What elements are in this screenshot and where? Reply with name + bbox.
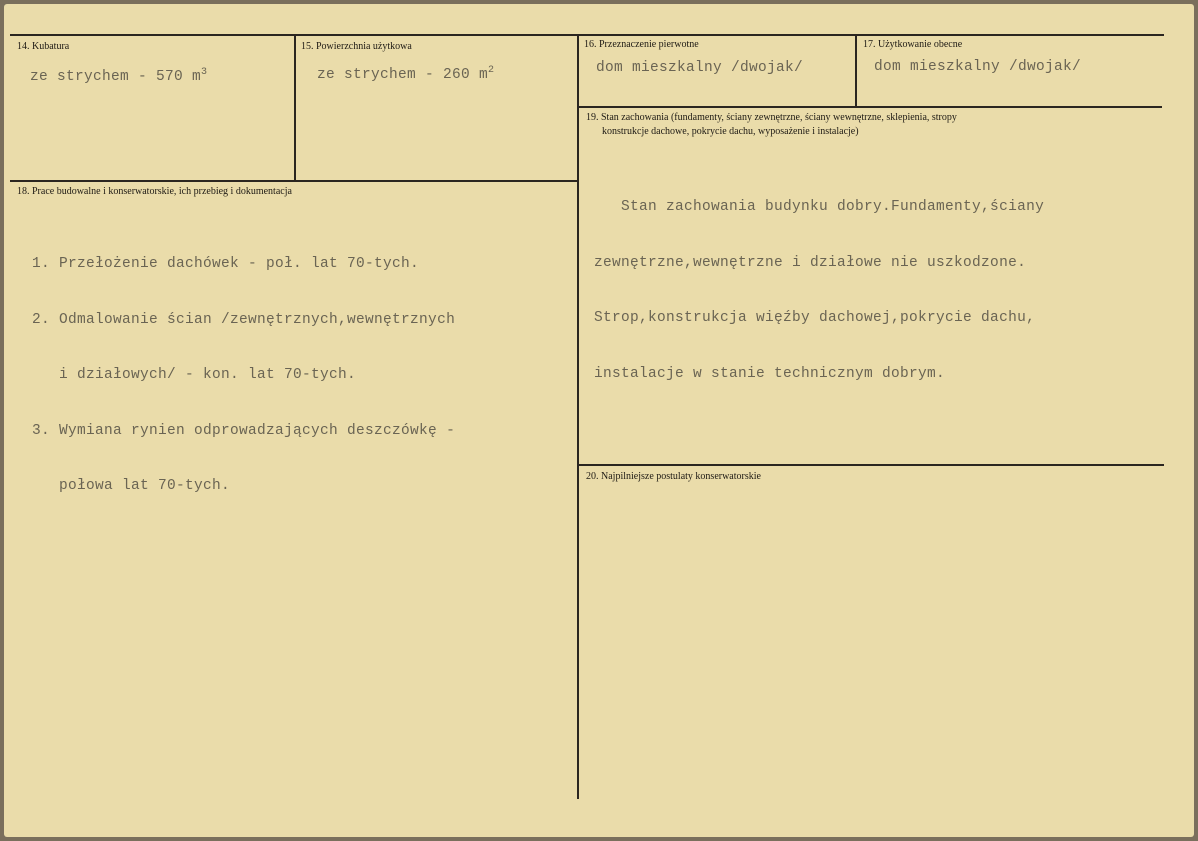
field-17-label: 17. Użytkowanie obecne [863, 39, 963, 50]
divider-14-15 [294, 35, 296, 180]
field-19-label-line2: konstrukcje dachowe, pokrycie dachu, wyposażenie i instalacje) [602, 126, 859, 137]
field-15-unit-exponent: 2 [488, 65, 495, 76]
rule-below-14-15 [10, 180, 577, 182]
field-18-text [32, 224, 455, 534]
field-14-label: 14. Kubatura [17, 41, 70, 52]
rule-above-20 [579, 464, 1164, 466]
field-18-line: połowa lat 70-tych. [32, 478, 231, 494]
top-rule [10, 34, 1164, 36]
field-16-value: dom mieszkalny /dwojak/ [596, 60, 804, 76]
field-19-line: instalacje w stanie technicznym dobrym. [594, 365, 946, 382]
field-14-unit-exponent: 3 [201, 67, 208, 78]
field-15-value [317, 65, 494, 83]
field-19-label-line1: 19. Stan zachowania (fundamenty, ściany zewnętrzne, ściany wewnętrzne, sklepienia, stropy [586, 112, 957, 123]
field-15-label: 15. Powierzchnia użytkowa [301, 41, 412, 52]
field-18-line: 2. Odmalowanie ścian /zewnętrznych,wewnętrznych [32, 311, 456, 328]
field-18-line: i działowych/ - kon. lat 70-tych. [32, 367, 357, 383]
rule-below-16-17 [579, 106, 1162, 108]
divider-left-right [577, 35, 579, 799]
field-18-line: 3. Wymiana rynien odprowadzających deszczówkę - [32, 422, 456, 439]
divider-16-17 [855, 35, 857, 107]
field-19-line: Strop,konstrukcja więźby dachowej,pokrycie dachu, [594, 310, 1036, 326]
field-19-line: zewnętrzne,wewnętrzne i działowe nie uszkodzone. [594, 254, 1027, 271]
field-20-label: 20. Najpilniejsze postulaty konserwatorskie [586, 471, 761, 482]
field-16-label: 16. Przeznaczenie pierwotne [584, 39, 699, 50]
field-18-label: 18. Prace budowalne i konserwatorskie, ich przebieg i dokumentacja [17, 186, 292, 197]
field-14-text: ze strychem - 570 m [30, 68, 202, 85]
record-card [4, 4, 1194, 837]
field-19-line: Stan zachowania budynku dobry.Fundamenty,ściany [594, 199, 1045, 215]
field-15-text: ze strychem - 260 m [317, 66, 489, 83]
field-19-text [594, 167, 1044, 421]
field-18-line: 1. Przełożenie dachówek - poł. lat 70-tych. [32, 256, 420, 272]
field-17-value: dom mieszkalny /dwojak/ [874, 59, 1082, 75]
field-14-value [30, 67, 207, 85]
